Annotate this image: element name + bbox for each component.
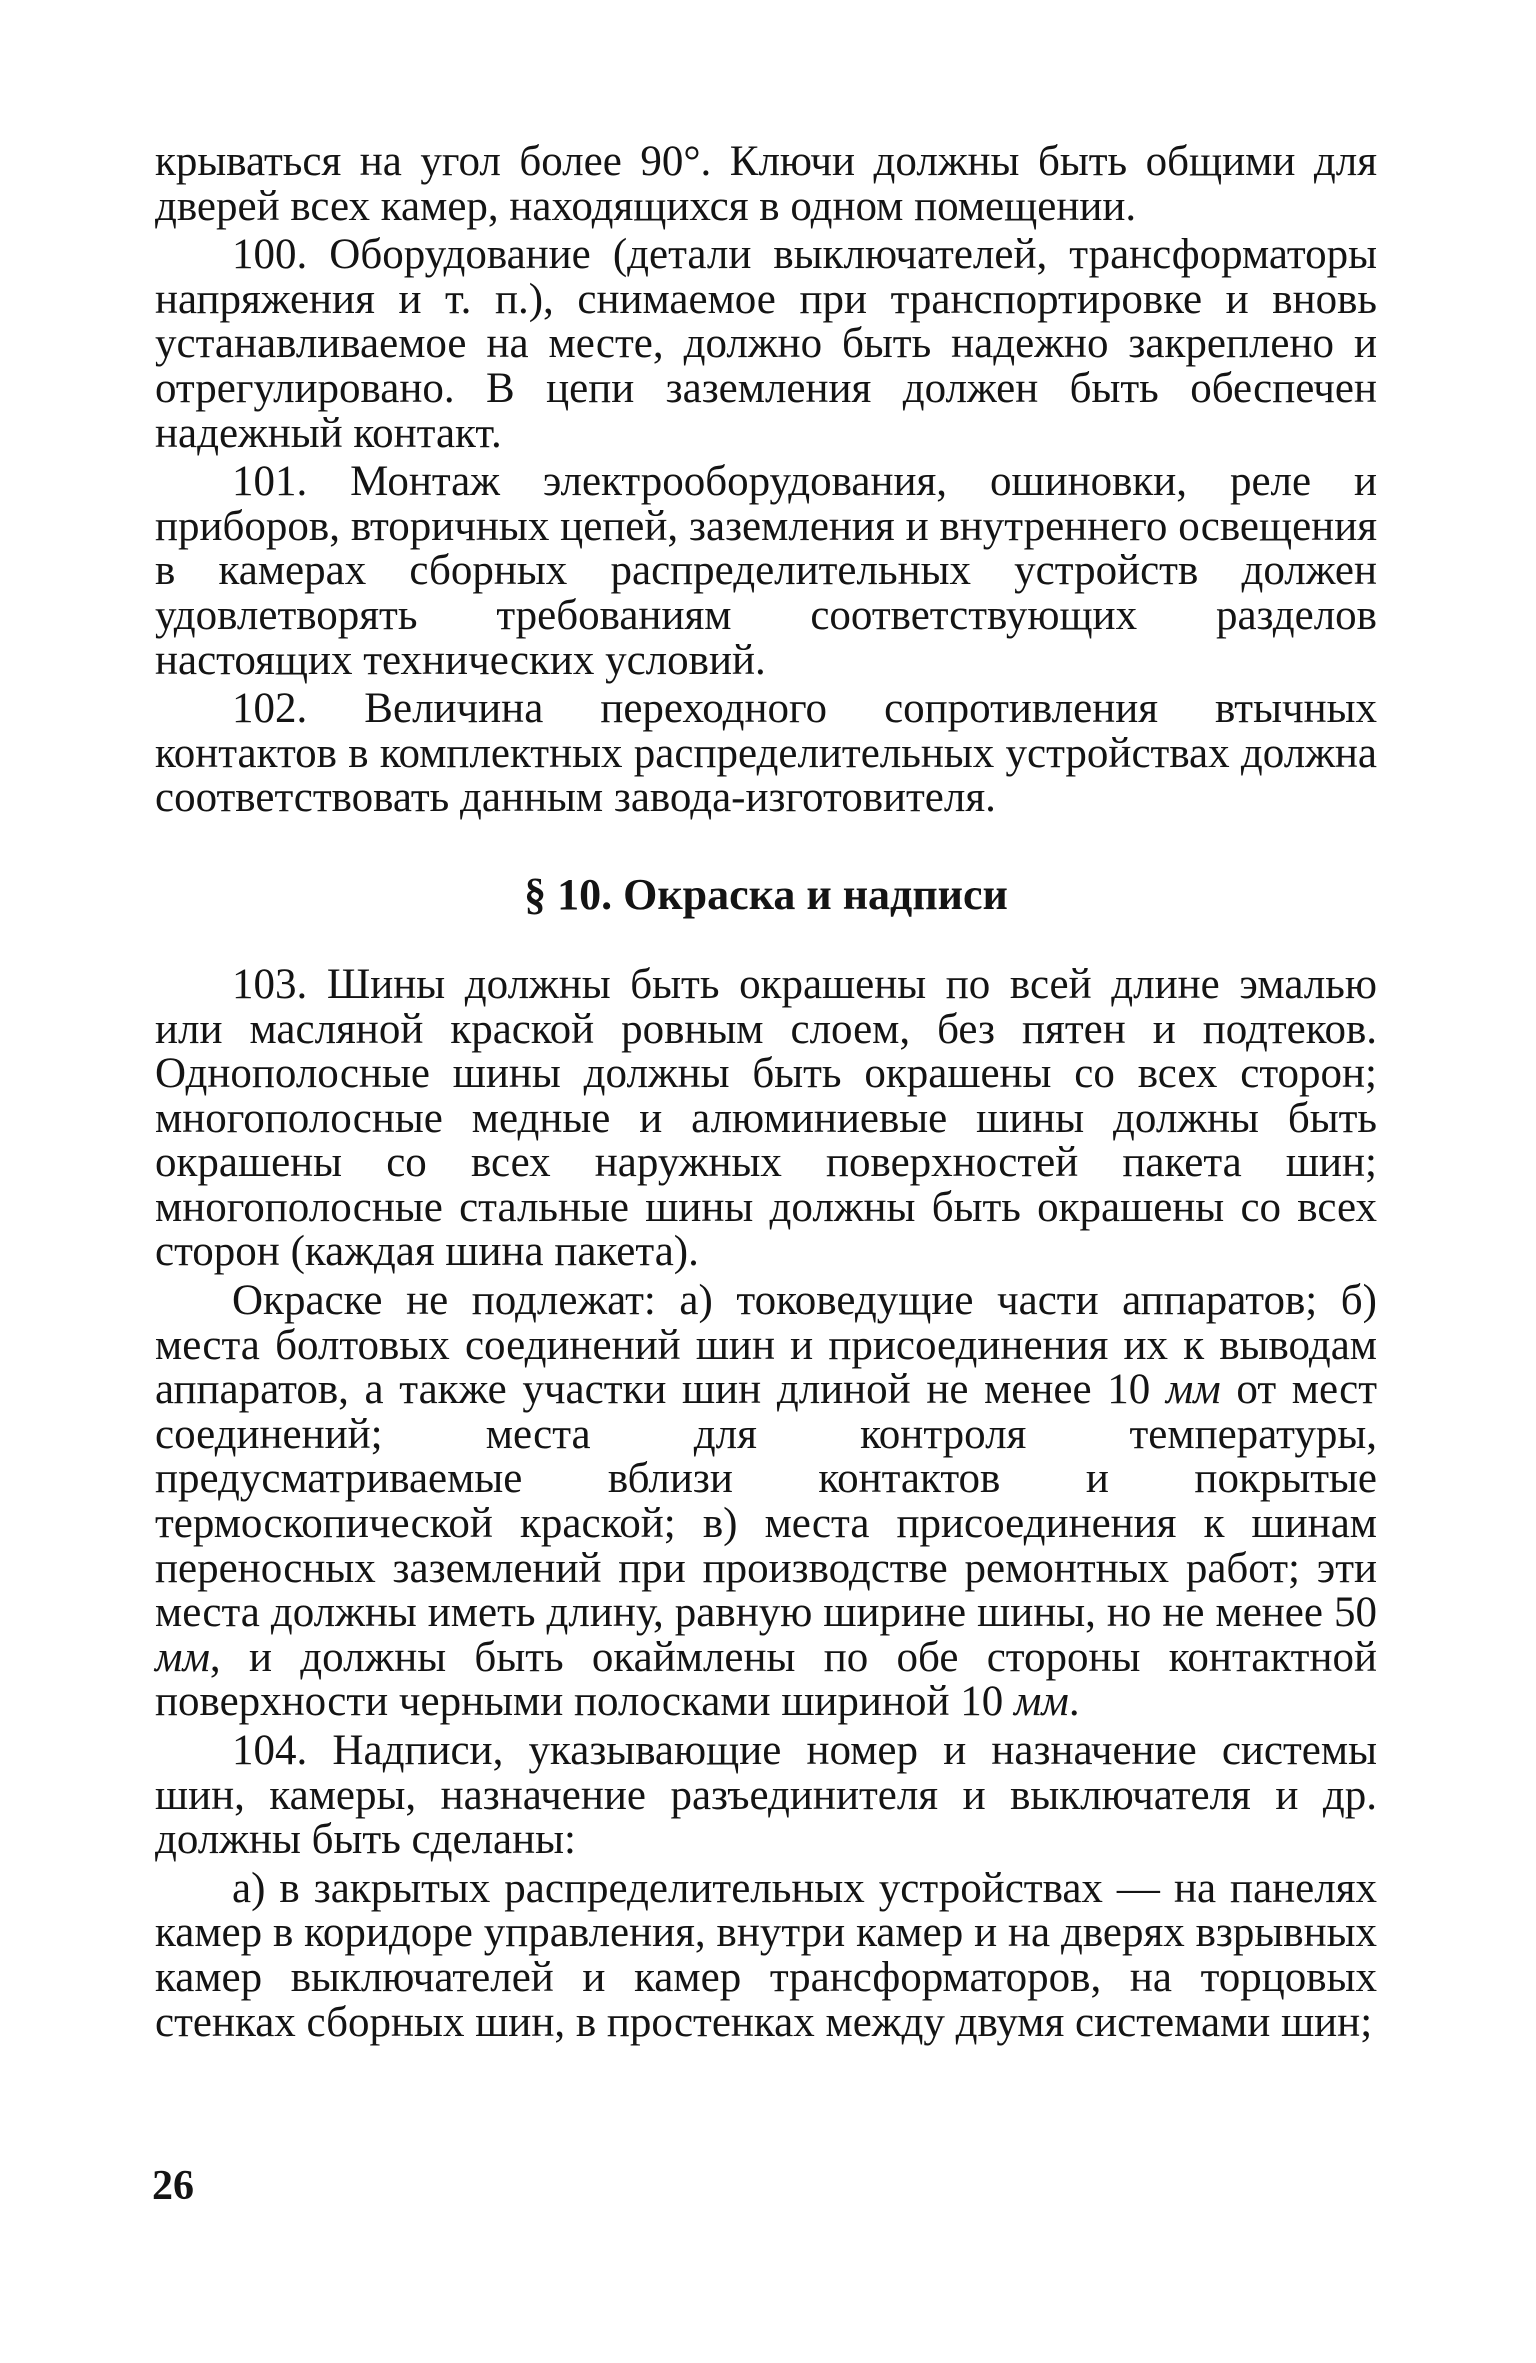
paragraph-100: 100. Оборудование (детали выключателей, трансформаторы напряжения и т. п.), снимаемое при транспортировке и вновь устанавливаемое на месте, должно быть надежно закреплено и отрегулировано. В цепи заземления должен быть обеспечен надежный контакт. bbox=[155, 231, 1377, 457]
paragraph-104: 104. Надписи, указывающие номер и назначение системы шин, камеры, назначение разъединителя и выключателя и др. должны быть сделаны: bbox=[155, 1727, 1377, 1864]
paragraph-104a: а) в закрытых распределительных устройствах — на панелях камер в коридоре управления, внутри камер и на дверях взрывных камер выключателей и камер трансформаторов, на торцовых стенках сборных шин, в простенках между двумя системами шин; bbox=[155, 1864, 1377, 2046]
page-number: 26 bbox=[152, 2163, 194, 2209]
paragraph-continued: крываться на угол более 90°. Ключи должны быть общими для дверей всех камер, находящихся в одном помещении. bbox=[155, 138, 1377, 230]
unit-mm-2: мм bbox=[155, 1633, 210, 1681]
exceptions-text-2: от мест соединений; места для контроля температуры, предусматриваемые вблизи контактов и покрытые термоскопической краской; в) места присоединения к шинам переносных заземлений при производстве ремонтных работ; эти места должны иметь длину, равную ширине шины, но не менее 50 bbox=[155, 1366, 1378, 1637]
exceptions-text-3: , и должны быть окаймлены по обе стороны контактной поверхности черными полосками шириной 10 bbox=[155, 1633, 1377, 1726]
page-body bbox=[155, 140, 1377, 2045]
exceptions-text-1: Окраске не подлежат: а) токоведущие части аппаратов; б) места болтовых соединений шин и присоединения их к выводам аппаратов, а также участки шин длиной не менее 10 bbox=[155, 1277, 1377, 1414]
paragraph-101: 101. Монтаж электрооборудования, ошиновки, реле и приборов, вторичных цепей, заземления и внутреннего освещения в камерах сборных распределительных устройств должен удовлетворять требованиям соответствующих разделов настоящих технических условий. bbox=[155, 458, 1377, 684]
paragraph-103: 103. Шины должны быть окрашены по всей длине эмалью или масляной краской ровным слоем, без пятен и подтеков. Однополосные шины должны быть окрашены со всех сторон; многополосные медные и алюминиевые шины должны быть окрашены со всех наружных поверхностей пакета шин; многополосные стальные шины должны быть окрашены со всех сторон (каждая шина пакета). bbox=[155, 960, 1377, 1276]
paragraph-102: 102. Величина переходного сопротивления втычных контактов в комплектных распределительных устройствах должна соответствовать данным завода-изготовителя. bbox=[155, 685, 1377, 822]
unit-mm-3: мм bbox=[1013, 1678, 1069, 1726]
section-heading: § 10. Окраска и надписи bbox=[524, 869, 1008, 919]
unit-mm-1: мм bbox=[1165, 1366, 1221, 1414]
exceptions-text-4: . bbox=[1068, 1678, 1080, 1726]
paragraph-exceptions bbox=[155, 1279, 1377, 1725]
